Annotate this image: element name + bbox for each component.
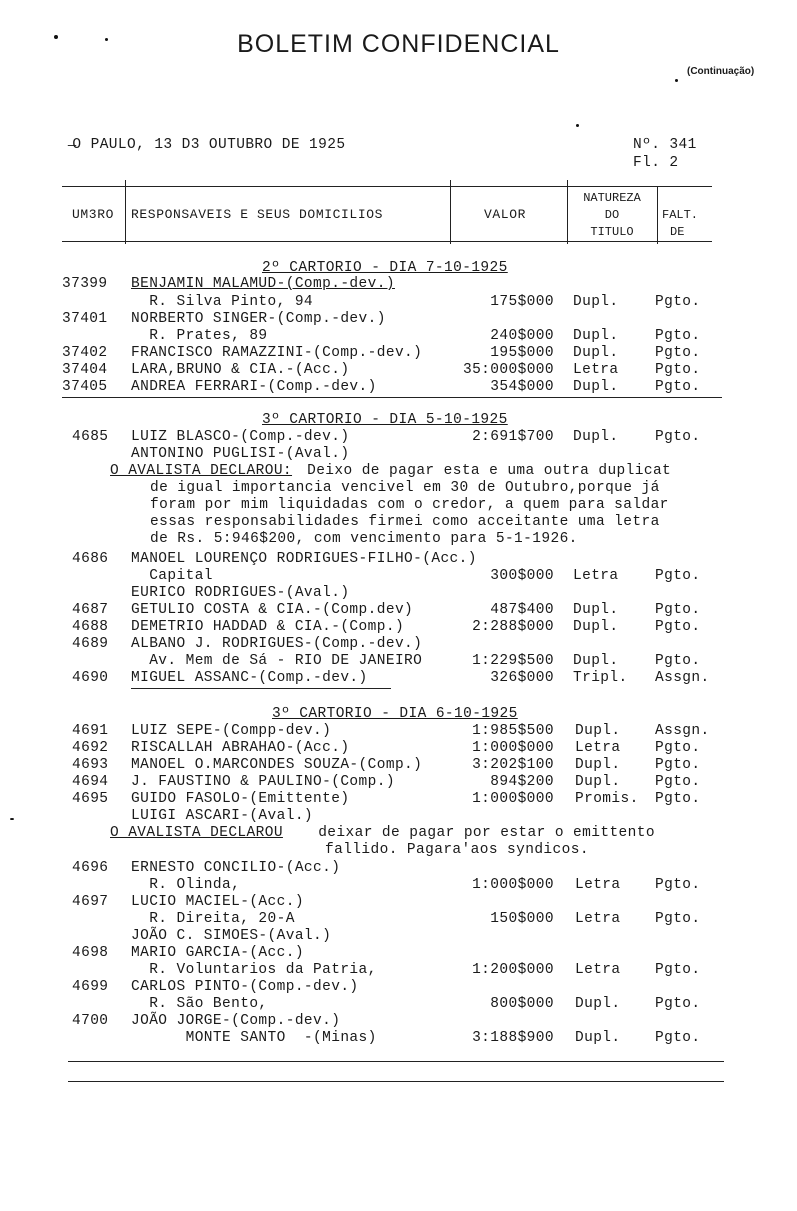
entry-nature: Dupl. [573,653,619,669]
entry-nature: Letra [573,568,619,584]
entry-name: RISCALLAH ABRAHAO-(Acc.) [131,740,350,756]
column-header-value: VALOR [484,207,527,222]
entry-value: 326$000 [490,670,554,686]
entry-fault: Assgn. [655,670,710,686]
entry-name: J. FAUSTINO & PAULINO-(Comp.) [131,774,395,790]
entry-number: 4697 [72,894,109,910]
entry-value: 354$000 [490,379,554,395]
entry-name: GETULIO COSTA & CIA.-(Comp.dev) [131,602,414,618]
section-heading: 3º CARTORIO - DIA 5-10-1925 [262,412,508,428]
entry-number: 4690 [72,670,109,686]
entry-fault: Pgto. [655,328,701,344]
note-line: foram por mim liquidadas com o credor, a quem para saldar [150,497,669,513]
entry-fault: Pgto. [655,429,701,445]
column-header-fault-1: FALT. [662,208,699,222]
entry-number: 4699 [72,979,109,995]
continuation-label: (Continuação) [687,66,755,77]
entry-nature: Dupl. [573,379,619,395]
entry-name: EURICO RODRIGUES-(Aval.) [131,585,350,601]
entry-name: BENJAMIN MALAMUD-(Comp.-dev.) [131,276,395,292]
entry-number: 4685 [72,429,109,445]
entry-name: R. Prates, 89 [131,328,268,344]
entry-nature: Letra [575,877,621,893]
entry-number: 4686 [72,551,109,567]
entry-fault: Pgto. [655,877,701,893]
entry-number: 4695 [72,791,109,807]
entry-name: LUIGI ASCARI-(Aval.) [131,808,314,824]
note-line: de Rs. 5:946$200, com vencimento para 5-1-1926. [150,531,578,547]
bulletin-number: Nº. 341 [633,137,697,153]
entry-number: 4687 [72,602,109,618]
entry-name: LUCIO MACIEL-(Acc.) [131,894,304,910]
entry-number: 4693 [72,757,109,773]
entry-nature: Letra [575,740,621,756]
entry-nature: Dupl. [575,1030,621,1046]
entry-name: R. Voluntarios da Patria, [131,962,377,978]
entry-number: 37404 [62,362,108,378]
entry-name: CARLOS PINTO-(Comp.-dev.) [131,979,359,995]
entry-nature: Dupl. [573,619,619,635]
footer-rule [68,1061,724,1062]
entry-name: LUIZ SEPE-(Compp-dev.) [131,723,332,739]
entry-value: 150$000 [490,911,554,927]
entry-nature: Dupl. [573,602,619,618]
note-line: essas responsabilidades firmei como acceitante uma letra [150,514,660,530]
column-header-responsible: RESPONSAVEIS E SEUS DOMICILIOS [131,207,384,222]
entry-fault: Pgto. [655,653,701,669]
entry-number: 4688 [72,619,109,635]
note-line: fallido. Pagara'aos syndicos. [325,842,589,858]
entry-fault: Pgto. [655,996,701,1012]
entry-name: NORBERTO SINGER-(Comp.-dev.) [131,311,386,327]
entry-nature: Dupl. [573,345,619,361]
header-top-rule [62,186,712,187]
entry-value: 1:000$000 [472,791,554,807]
note-line: de igual importancia vencivel em 30 de Outubro,porque já [150,480,660,496]
entry-number: 4696 [72,860,109,876]
entry-name: R. Direita, 20-A [131,911,295,927]
entry-fault: Pgto. [655,294,701,310]
header-bottom-rule [62,241,712,242]
entry-fault: Pgto. [655,619,701,635]
entry-fault: Pgto. [655,602,701,618]
column-header-fault-2: DE [670,225,685,239]
entry-name: LUIZ BLASCO-(Comp.-dev.) [131,429,350,445]
place-date: ̶O PAULO, 13 D3 OUTUBRO DE 1925 [72,137,346,153]
entry-name: LARA,BRUNO & CIA.-(Acc.) [131,362,350,378]
entry-value: 195$000 [490,345,554,361]
entry-value: 1:229$500 [472,653,554,669]
entry-nature: Letra [575,911,621,927]
entry-value: 3:202$100 [472,757,554,773]
entry-nature: Tripl. [573,670,628,686]
entry-name: JOÃO C. SIMOES-(Aval.) [131,928,332,944]
ink-speck [675,79,678,82]
entry-value: 1:000$000 [472,877,554,893]
entry-name: MONTE SANTO -(Minas) [131,1030,377,1046]
entry-fault: Pgto. [655,791,701,807]
entry-value: 35:000$000 [462,362,554,378]
entry-name: MANOEL O.MARCONDES SOUZA-(Comp.) [131,757,423,773]
entry-nature: Dupl. [575,723,621,739]
note-label: O AVALISTA DECLAROU: [110,463,293,479]
column-divider [125,180,126,244]
ink-speck [10,818,14,820]
entry-fault: Pgto. [655,911,701,927]
entry-nature: Dupl. [573,429,619,445]
entry-name: MARIO GARCIA-(Acc.) [131,945,304,961]
column-header-nature-3: TITULO [590,225,634,239]
entry-nature: Promis. [575,791,639,807]
entry-value: 1:200$000 [472,962,554,978]
entry-name: ANDREA FERRARI-(Comp.-dev.) [131,379,377,395]
entry-fault: Pgto. [655,774,701,790]
entry-value: 3:188$900 [472,1030,554,1046]
column-header-number: UM3RO [72,207,115,222]
entry-name: R. Olinda, [131,877,241,893]
entry-number: 37399 [62,276,108,292]
entry-name: GUIDO FASOLO-(Emittente) [131,791,350,807]
entry-name: R. São Bento, [131,996,268,1012]
entry-fault: Pgto. [655,379,701,395]
entry-name: ANTONINO PUGLISI-(Aval.) [131,446,350,462]
entry-nature: Dupl. [575,996,621,1012]
entry-fault: Pgto. [655,740,701,756]
entry-nature: Dupl. [575,757,621,773]
entry-number: 4692 [72,740,109,756]
entry-nature: Letra [575,962,621,978]
note-line: deixar de pagar por estar o emittento [300,825,655,841]
entry-name: ALBANO J. RODRIGUES-(Comp.-dev.) [131,636,423,652]
column-divider [657,186,658,244]
entry-name: MIGUEL ASSANC-(Comp.-dev.) [131,670,368,686]
entry-value: 800$000 [490,996,554,1012]
section-heading: 3º CARTORIO - DIA 6-10-1925 [272,706,518,722]
entry-value: 894$200 [490,774,554,790]
entry-name: FRANCISCO RAMAZZINI-(Comp.-dev.) [131,345,423,361]
entry-number: 37401 [62,311,108,327]
entry-number: 4691 [72,723,109,739]
entry-number: 37402 [62,345,108,361]
column-header-nature-2: DO [604,208,620,222]
note-label: O AVALISTA DECLAROU [110,825,283,841]
sheet-number: Fl. 2 [633,155,679,171]
entry-fault: Assgn. [655,723,710,739]
entry-value: 2:288$000 [472,619,554,635]
entry-fault: Pgto. [655,962,701,978]
section-rule [131,688,391,689]
entry-name: JOÃO JORGE-(Comp.-dev.) [131,1013,341,1029]
entry-number: 4698 [72,945,109,961]
entry-nature: Letra [573,362,619,378]
entry-name: Av. Mem de Sá - RIO DE JANEIRO [131,653,423,669]
document-title: BOLETIM CONFIDENCIAL [237,30,560,58]
entry-number: 4689 [72,636,109,652]
entry-nature: Dupl. [575,774,621,790]
entry-name: Capital [131,568,213,584]
entry-fault: Pgto. [655,345,701,361]
section-heading: 2º CARTORIO - DIA 7-10-1925 [262,260,508,276]
entry-name: ERNESTO CONCILIO-(Acc.) [131,860,341,876]
entry-name: DEMETRIO HADDAD & CIA.-(Comp.) [131,619,405,635]
entry-fault: Pgto. [655,362,701,378]
note-line: Deixo de pagar esta e uma outra duplicat [298,463,672,479]
entry-name: MANOEL LOURENÇO RODRIGUES-FILHO-(Acc.) [131,551,477,567]
entry-fault: Pgto. [655,757,701,773]
footer-rule [68,1081,724,1082]
section-rule [62,397,722,398]
entry-fault: Pgto. [655,568,701,584]
entry-value: 240$000 [490,328,554,344]
entry-nature: Dupl. [573,294,619,310]
entry-value: 2:691$700 [472,429,554,445]
ink-speck [576,124,579,127]
entry-number: 37405 [62,379,108,395]
entry-value: 1:985$500 [472,723,554,739]
column-header-nature-1: NATUREZA [583,191,641,205]
entry-name: R. Silva Pinto, 94 [131,294,314,310]
entry-nature: Dupl. [573,328,619,344]
entry-value: 487$400 [490,602,554,618]
column-divider [450,180,451,244]
entry-number: 4694 [72,774,109,790]
entry-value: 1:000$000 [472,740,554,756]
entry-number: 4700 [72,1013,109,1029]
entry-fault: Pgto. [655,1030,701,1046]
entry-value: 175$000 [490,294,554,310]
entry-value: 300$000 [490,568,554,584]
